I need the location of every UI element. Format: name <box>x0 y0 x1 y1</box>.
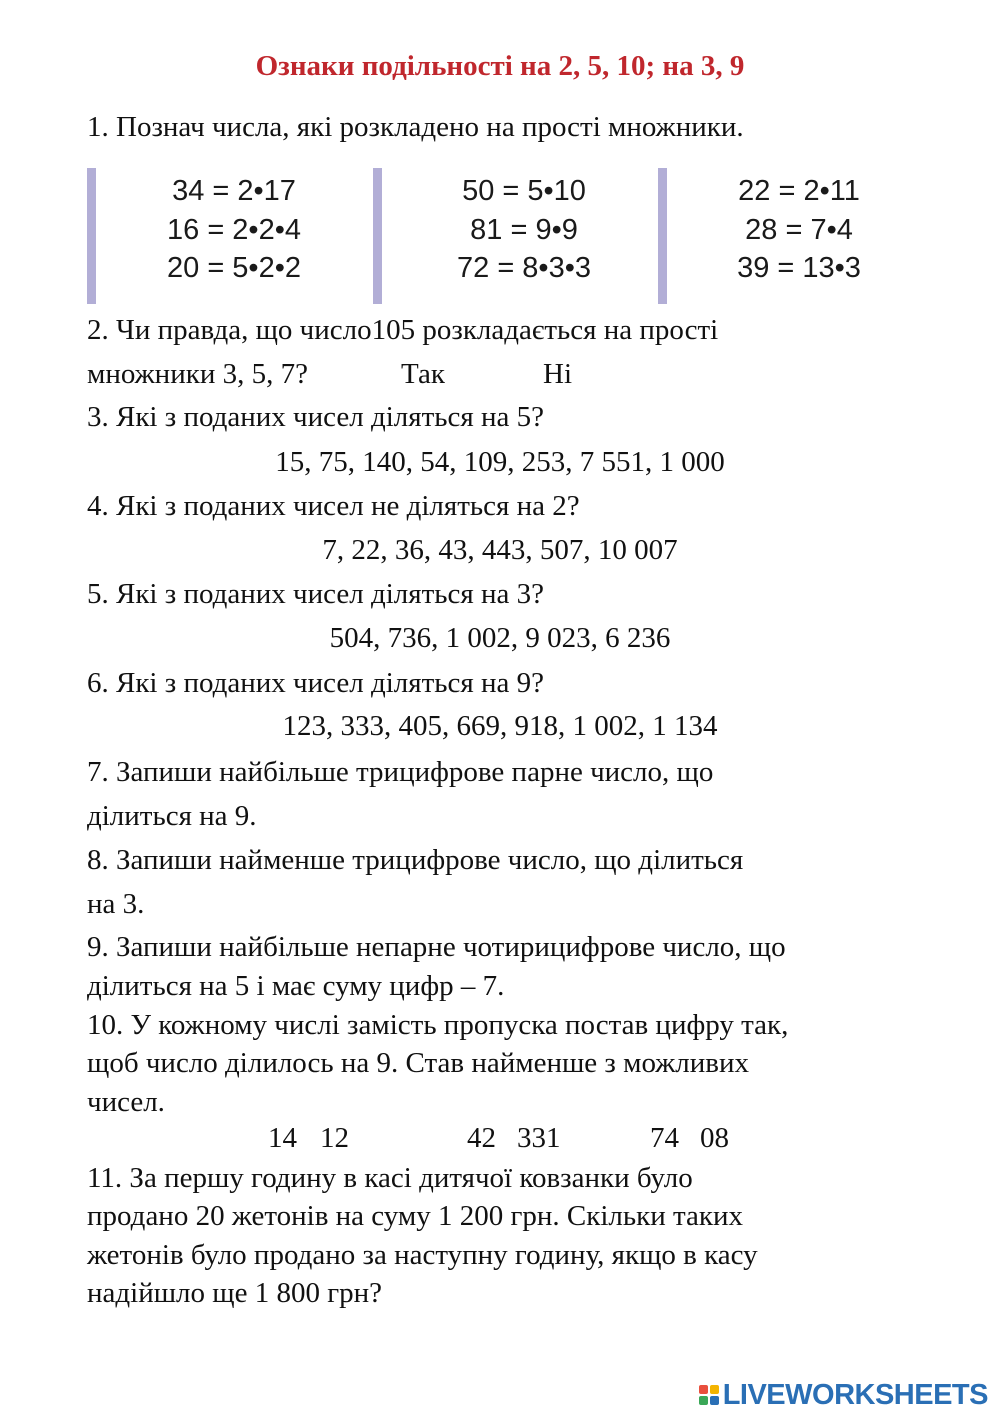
equation-group-3 <box>664 172 934 288</box>
equation-option[interactable]: 16 = 2•2•4 <box>167 213 301 246</box>
question-10-line-3: чисел. <box>87 1086 165 1118</box>
equation-option[interactable]: 22 = 2•11 <box>738 175 860 207</box>
question-9-line-1: 9. Запиши найбільше непарне чотирицифрове число, що <box>87 931 786 963</box>
gap-number-2-part-b: 331 <box>517 1122 561 1154</box>
question-11-line-1: 11. За першу годину в касі дитячої ковзанки було <box>87 1162 693 1194</box>
question-5-text: 5. Які з поданих чисел діляться на 3? <box>87 578 544 610</box>
question-10-line-2: щоб число ділилось на 9. Став найменше з можливих <box>87 1047 750 1079</box>
worksheet-title: Ознаки подільності на 2, 5, 10; на 3, 9 <box>255 50 745 82</box>
equation-option[interactable]: 34 = 2•17 <box>172 175 296 207</box>
question-11-line-2: продано 20 жетонів на суму 1 200 грн. Скільки таких <box>87 1200 743 1232</box>
question-3-numbers[interactable]: 15, 75, 140, 54, 109, 253, 7 551, 1 000 <box>275 446 725 478</box>
equation-option[interactable]: 28 = 7•4 <box>745 213 853 246</box>
question-5-numbers[interactable]: 504, 736, 1 002, 9 023, 6 236 <box>329 622 671 654</box>
question-6-text: 6. Які з поданих чисел діляться на 9? <box>87 667 544 699</box>
equation-option[interactable]: 72 = 8•3•3 <box>457 252 591 284</box>
logo-grid-icon <box>699 1385 719 1405</box>
equation-option[interactable]: 39 = 13•3 <box>737 252 861 284</box>
answer-yes-option[interactable]: Так <box>401 358 445 390</box>
question-7-line-1: 7. Запиши найбільше трицифрове парне число, що <box>87 756 714 788</box>
question-2-line-2: множники 3, 5, 7? <box>87 358 308 390</box>
gap-number-2-part-a: 42 <box>467 1122 496 1154</box>
gap-number-1-part-a: 14 <box>268 1122 297 1154</box>
gap-number-3-part-b: 08 <box>700 1122 729 1154</box>
digit-gap-numbers <box>0 1121 1000 1157</box>
question-3-text: 3. Які з поданих чисел діляться на 5? <box>87 401 544 433</box>
equation-group-1 <box>99 172 369 288</box>
question-10-line-1: 10. У кожному числі замість пропуска постав цифру так, <box>87 1009 789 1041</box>
equation-option[interactable]: 20 = 5•2•2 <box>167 252 301 284</box>
question-2-line-1: 2. Чи правда, що число105 розкладається на прості <box>87 314 719 346</box>
logo-text: LIVEWORKSHEETS <box>722 1378 988 1411</box>
question-4-text: 4. Які з поданих чисел не діляться на 2? <box>87 490 580 522</box>
equation-option[interactable]: 50 = 5•10 <box>462 175 586 207</box>
gap-number-3-part-a: 74 <box>650 1122 679 1154</box>
question-9-line-2: ділиться на 5 і має суму цифр – 7. <box>87 970 505 1002</box>
question-1-text: 1. Познач числа, які розкладено на прості множники. <box>87 111 744 143</box>
liveworksheets-logo <box>699 1378 988 1412</box>
gap-number-1-part-b: 12 <box>320 1122 349 1154</box>
question-11-line-3: жетонів було продано за наступну годину, якщо в касу <box>87 1239 758 1271</box>
question-6-numbers[interactable]: 123, 333, 405, 669, 918, 1 002, 1 134 <box>282 710 718 742</box>
question-4-numbers[interactable]: 7, 22, 36, 43, 443, 507, 10 007 <box>322 534 678 566</box>
equation-option[interactable]: 81 = 9•9 <box>470 213 578 246</box>
question-11-line-4: надійшло ще 1 800 грн? <box>87 1277 383 1309</box>
equation-group-2 <box>389 172 659 288</box>
question-8-line-2: на 3. <box>87 888 145 920</box>
question-7-line-2: ділиться на 9. <box>87 800 257 832</box>
question-8-line-1: 8. Запиши найменше трицифрове число, що ділиться <box>87 844 744 876</box>
answer-no-option[interactable]: Ні <box>543 358 572 390</box>
